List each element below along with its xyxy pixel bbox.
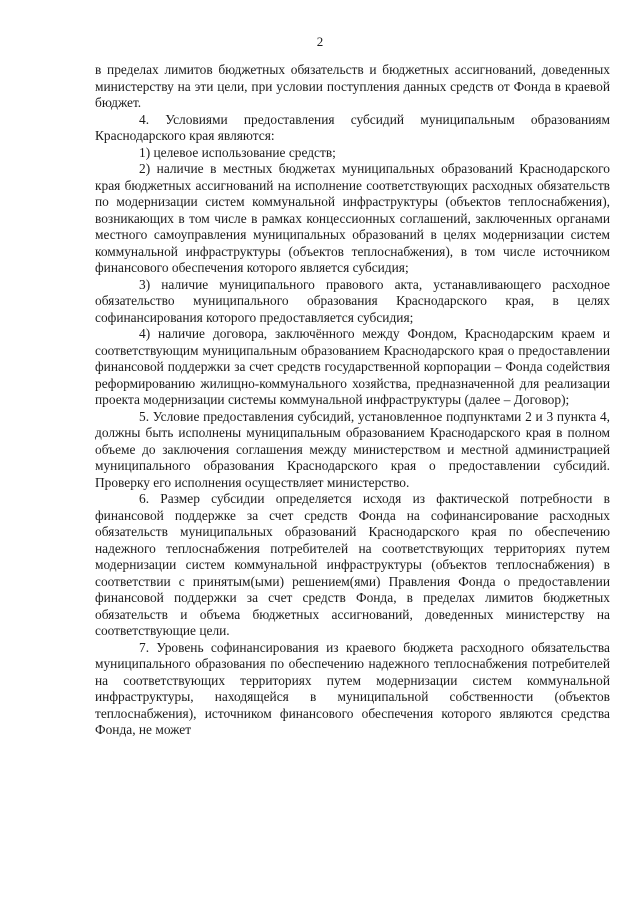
subitem-1: 1) целевое использование средств;: [139, 144, 336, 160]
document-body: [95, 62, 610, 739]
subitem-2: 2) наличие в местных бюджетах муниципальных образований Краснодарского края бюджетных ассигнований на исполнение соответствующих расходных обязательств по модернизации систем коммунальной инфраструктуры (объектов теплоснабжения), возникающих в том числе в рамках концессионных соглашений, заключенных органами местного самоуправления муниципальных образований в целях модернизации систем коммунальной инфраструктуры (объектов теплоснабжения), в том числе источником финансового обеспечения которого является субсидия;: [95, 161, 610, 275]
paragraph-continuation: в пределах лимитов бюджетных обязательств и бюджетных ассигнований, доведенных министерству на эти цели, при условии поступления данных средств от Фонда в краевой бюджет.: [95, 62, 610, 110]
subitem-4: 4) наличие договора, заключённого между Фондом, Краснодарским краем и соответствующим муниципальным образованием Краснодарского края о предоставлении финансовой поддержки за счет средств государственной корпорации – Фонда содействия реформированию жилищно-коммунального хозяйства, предназначенной для реализации проекта модернизации системы коммунальной инфраструктуры (далее – Договор);: [95, 326, 610, 407]
subitem-3: 3) наличие муниципального правового акта, устанавливающего расходное обязательство муниципального образования Краснодарского края, в целях софинансирования которого предоставляется субсидия;: [95, 276, 610, 325]
paragraph-item-4: 4. Условиями предоставления субсидий муниципальным образованиям Краснодарского края являются:: [95, 111, 610, 143]
paragraph-item-5: 5. Условие предоставления субсидий, установленное подпунктами 2 и 3 пункта 4, должны быть исполнены муниципальным образованием Краснодарского края в полном объеме до заключения соглашения между министерством и местной администрацией муниципального образования Краснодарского края о предоставлении субсидий. Проверку его исполнения осуществляет министерство.: [95, 408, 610, 490]
page-number: 2: [316, 34, 324, 49]
paragraph-item-6: 6. Размер субсидии определяется исходя из фактической потребности в финансовой поддержке за счет средств Фонда на софинансирование расходных обязательств муниципальных образований Краснодарского края по обеспечению надежного теплоснабжения потребителей на соответствующих территориях путем модернизации систем коммунальной инфраструктуры (объектов теплоснабжения) в соответствии с принятым(ыми) решением(ями) Правления Фонда о предоставлении финансовой поддержки за счет средств Фонда, в пределах лимитов бюджетных обязательств и объема бюджетных ассигнований, доведенных министерству на соответствующие цели.: [95, 491, 610, 638]
paragraph-item-7: 7. Уровень софинансирования из краевого бюджета расходного обязательства муниципального образования по обеспечению надежного теплоснабжения потребителей на соответствующих территориях путем модернизации систем коммунальной инфраструктуры, находящейся в муниципальной собственности (объектов теплоснабжения), источником финансового обеспечения которого являются средства Фонда, не может: [95, 639, 610, 737]
